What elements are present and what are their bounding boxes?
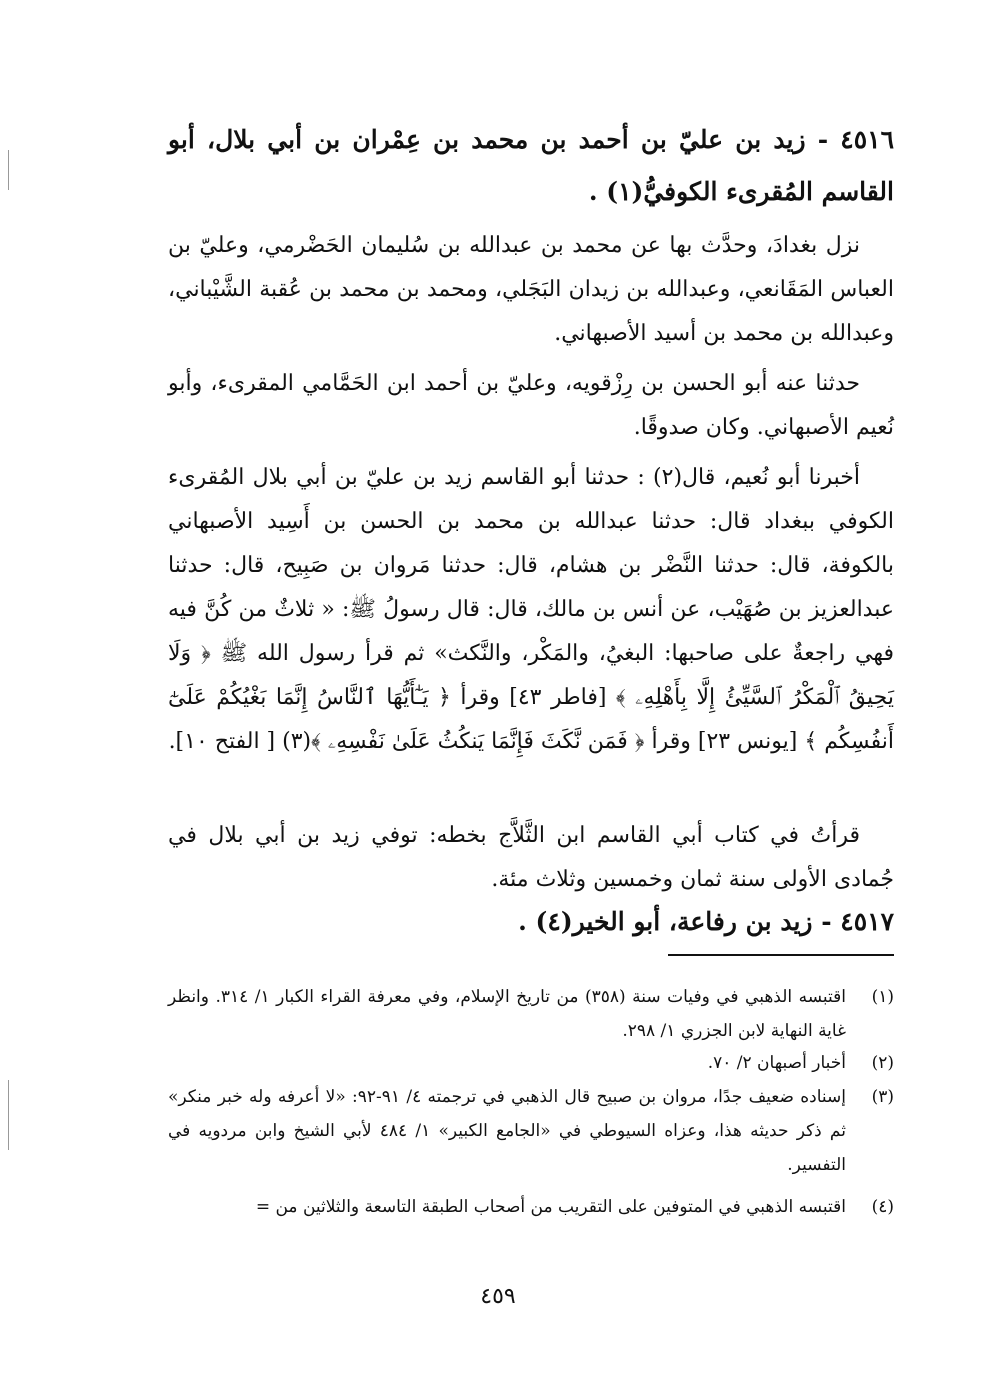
page-number: ٤٥٩ — [480, 1284, 516, 1309]
footnote-marker: (٢) — [871, 1053, 894, 1073]
footnote-1 — [168, 980, 894, 1048]
entry-paragraph-2: حدثنا عنه أبو الحسن بن رِزْقويه، وعليّ بن أحمد ابن الحَمَّامي المقرىء، وأبو نُعيم الأصبهاني. وكان صدوقًا. — [168, 371, 894, 440]
footnote-3 — [168, 1080, 894, 1182]
footnote-text: اقتبسه الذهبي في المتوفين على التقريب من أصحاب الطبقة التاسعة والثلاثين من = — [255, 1197, 846, 1217]
footnote-text: إسناده ضعيف جدًا، مروان بن صبيح قال الذهبي في ترجمته ٤/ ٩١-٩٢: «لا أعرفه وله خبر منكر» ثم ذكر حديثه هذا، وعزاه السيوطي في «الجامع الكبير» ١/ ٤٨٤ لأبي الشيخ وابن مردويه في التفسير. — [168, 1087, 846, 1175]
entry-paragraph-death-note: قرأتُ في كتاب أبي القاسم ابن الثَّلاَّج بخطه: توفي زيد بن أبي بلال في جُمادى الأولى سنة ثمان وخمسين وثلاث مئة. — [168, 823, 894, 892]
entry-heading-4516: ٤٥١٦ - زيد بن عليّ بن أحمد بن محمد بن عِمْران بن أبي بلال، أبو القاسم المُقرىء الكوفيُّ(١) . — [168, 125, 894, 206]
footnote-marker: (٣) — [871, 1087, 894, 1107]
footnote-marker: (١) — [871, 987, 894, 1007]
entry-paragraph-1: نزل بغدادَ، وحدَّث بها عن محمد بن عبدالله بن سُليمان الحَضْرمي، وعليّ بن العباس المَقَانعي، وعبدالله بن زيدان البَجَلي، ومحمد بن محمد بن عُقبة الشَّيْباني، وعبدالله بن محمد بن أسيد الأصبهاني. — [168, 233, 894, 346]
scan-margin-mark — [8, 150, 9, 190]
entry-paragraph-hadith: أخبرنا أبو نُعيم، قال(٢) : حدثنا أبو القاسم زيد بن عليّ بن أبي بلال المُقرىء الكوفي ببغداد قال: حدثنا عبدالله بن محمد بن الحسن بن أَسِيد الأصبهاني بالكوفة، قال: حدثنا النَّضْر بن هشام، قال: حدثنا مَروان بن صَبِيح، قال: حدثنا عبدالعزيز بن صُهَيْب، عن أنس بن مالك، قال: قال رسولُ ﷺ: « ثلاثٌ من كُنَّ فيه فهي راجعةٌ على صاحبها: البغيُ، والمَكْر، والنَّكث» ثم قرأ رسول الله ﷺ ﴿ وَلَا يَحِيقُ ٱلْمَكْرُ ٱلسَّيِّئُ إِلَّا بِأَهْلِهِۦ ﴾ [فاطر ٤٣] وقرأ ﴿ يَـٰٓأَيُّهَا ٱلنَّاسُ إِنَّمَا بَغْيُكُمْ عَلَىٰٓ أَنفُسِكُم ﴾ [يونس ٢٣] وقرأ ﴿ فَمَن نَّكَثَ فَإِنَّمَا يَنكُثُ عَلَىٰ نَفْسِهِۦ ﴾(٣) [ الفتح ١٠]. — [168, 465, 895, 754]
entry-heading-4517: ٤٥١٧ - زيد بن رفاعة، أبو الخير(٤) . — [518, 907, 894, 936]
footnote-text: أخبار أصبهان ٢/ ٧٠. — [707, 1053, 846, 1073]
footnote-separator — [668, 954, 894, 956]
scan-margin-mark-lower — [8, 1080, 9, 1150]
footnote-2 — [168, 1046, 894, 1080]
footnote-marker: (٤) — [871, 1197, 894, 1217]
footnote-4 — [168, 1190, 894, 1224]
footnote-text: اقتبسه الذهبي في وفيات سنة (٣٥٨) من تاريخ الإسلام، وفي معرفة القراء الكبار ١/ ٣١٤. وانظر غاية النهاية لابن الجزري ١/ ٢٩٨. — [168, 987, 846, 1041]
